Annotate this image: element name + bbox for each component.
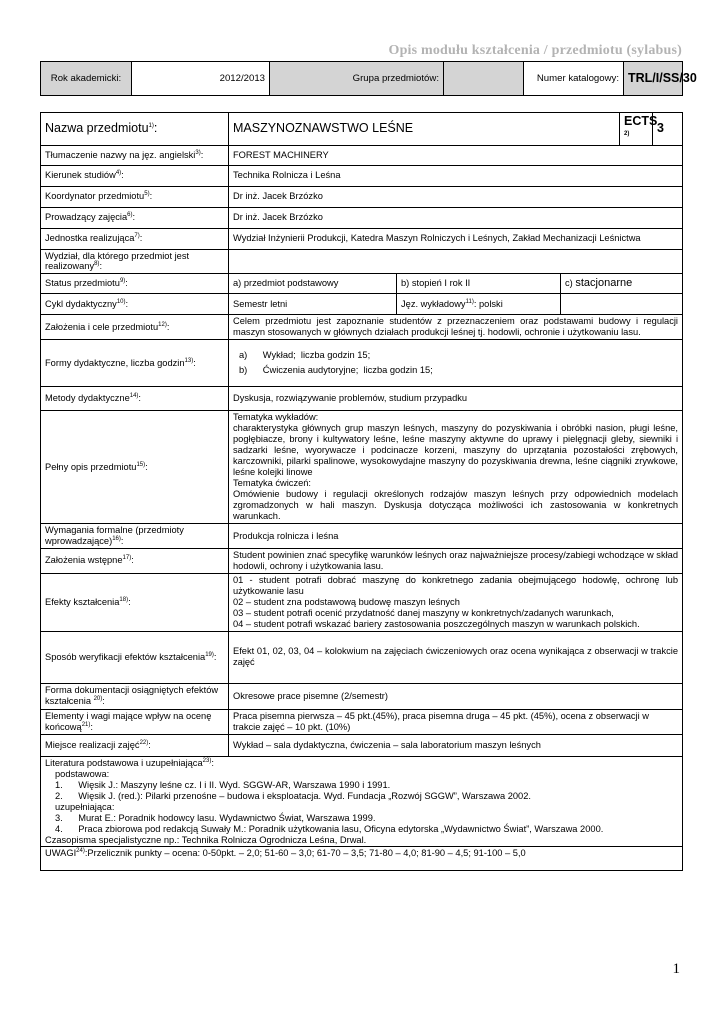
objectives-value: Celem przedmiotu jest zapoznanie studentów z przeznaczeniem oraz podstawami budowy i regulacji maszyn stosowanych w głównych działach produkcji leśnej tj. hodowli, ochronie i użytkowaniu lasu. xyxy=(229,315,683,340)
description-line: Tematyka wykładów: xyxy=(233,412,319,423)
location-value: Wykład – sala dydaktyczna, ćwiczenia – sala laboratorium maszyn leśnych xyxy=(229,734,683,756)
literature-journals: Czasopisma specjalistyczne np.: Technika Rolnicza Ogrodnicza Leśna, Drwal. xyxy=(45,834,367,845)
ects-label: ECTS $^{2)}$ xyxy=(620,113,653,146)
description-line: Tematyka ćwiczeń: xyxy=(233,478,312,489)
language-value: Jęz. wykładowy$^{11)}$: polski xyxy=(397,294,561,315)
top-info-table xyxy=(40,61,697,96)
literature-label: Literatura podstawowa i uzupełniająca$^{23)}$: xyxy=(45,757,214,768)
status-label: Status przedmiotu$^{9)}$: xyxy=(41,274,229,294)
row-faculty xyxy=(41,249,683,274)
methods-label: Metody dydaktyczne$^{14)}$: xyxy=(41,387,229,411)
coordinator-label: Koordynator przedmiotu$^{5)}$: xyxy=(41,186,229,207)
row-cycle xyxy=(41,294,683,315)
academic-year-label: Rok akademicki: xyxy=(41,62,132,96)
documentation-label: Forma dokumentacji osiągniętych efektów kształcenia $^{20)}$: xyxy=(41,683,229,709)
page-number: 1 xyxy=(672,961,680,977)
row-instructor xyxy=(41,207,683,228)
row-coordinator xyxy=(41,186,683,207)
forms-label: Formy dydaktyczne, liczba godzin$^{13)}$: xyxy=(41,340,229,387)
row-methods xyxy=(41,387,683,411)
verification-value: Efekt 01, 02, 03, 04 – kolokwium na zajęciach ćwiczeniowych oraz ocena wynikająca z obserwacji w trakcie zajęć xyxy=(229,631,683,683)
row-unit xyxy=(41,228,683,249)
literature-supplementary-heading: uzupełniająca: xyxy=(55,801,115,812)
notes-value: UWAGI$^{24)}$:Przelicznik punkty – ocena: 0-50pkt. – 2,0; 51-60 – 3,0; 61-70 – 3,5; 71-80 – 4,0; 81-90 – 4,5; 91-100 – 5,0 xyxy=(41,847,683,871)
row-requirements xyxy=(41,524,683,549)
field-of-study-value: Technika Rolnicza i Leśna xyxy=(229,165,683,186)
subject-group-value xyxy=(444,62,524,96)
forms-value xyxy=(229,340,683,387)
requirements-value: Produkcja rolnicza i leśna xyxy=(229,524,683,549)
outcomes-value xyxy=(229,573,683,631)
instructor-value: Dr inż. Jacek Brzózko xyxy=(229,207,683,228)
row-description xyxy=(41,411,683,524)
row-english-name xyxy=(41,145,683,165)
row-weights xyxy=(41,709,683,734)
prerequisites-label: Założenia wstępne$^{17)}$: xyxy=(41,549,229,574)
literature-item: 2. Więsik J. (red.): Pilarki przenośne – budowa i eksploatacja. Wyd. Fundacja „Rozwój SGGW”, Warszawa 2002. xyxy=(55,790,531,801)
english-name-value: FOREST MACHINERY xyxy=(229,145,683,165)
subject-group-label: Grupa przedmiotów: xyxy=(270,62,444,96)
outcome-line: 04 – student potrafi wskazać bariery zastosowania poszczególnych maszyn w warunkach polskich. xyxy=(233,618,640,629)
row-forms xyxy=(41,340,683,387)
forms-item: b) Ćwiczenia audytoryjne; liczba godzin 15; xyxy=(239,365,433,376)
literature-block xyxy=(41,756,683,847)
catalog-number-label: Numer katalogowy: xyxy=(524,62,624,96)
faculty-value xyxy=(229,249,683,274)
literature-basic-heading: podstawowa: xyxy=(55,768,110,779)
cycle-label: Cykl dydaktyczny$^{10)}$: xyxy=(41,294,229,315)
literature-item: 4. Praca zbiorowa pod redakcją Suwały M.: Poradnik użytkowania lasu, Oficyna edytorska „Wydawnictwo Świat”, Warszawa 2000. xyxy=(55,823,604,834)
status-c-value: c) stacjonarne xyxy=(561,274,683,294)
literature-item: 3. Murat E.: Poradnik hodowcy lasu. Wydawnictwo Świat, Warszawa 1999. xyxy=(55,812,376,823)
row-verification xyxy=(41,631,683,683)
outcome-line: 02 – student zna podstawową budowę maszyn leśnych xyxy=(233,596,460,607)
outcome-line: 01 - student potrafi dobrać maszynę do konkretnego zadania obejmującego hodowlę, ochronę lub użytkowanie lasu xyxy=(233,574,679,596)
faculty-label: Wydział, dla którego przedmiot jest realizowany$^{8)}$: xyxy=(41,249,229,274)
location-label: Miejsce realizacji zajęć$^{22)}$: xyxy=(41,734,229,756)
verification-label: Sposób weryfikacji efektów kształcenia$^{19)}$: xyxy=(41,631,229,683)
prerequisites-value: Student powinien znać specyfikę warunków leśnych oraz najważniejsze procesy/zabiegi wchodzące w skład hodowli, ochrony i użytkowania lasu. xyxy=(229,549,683,574)
row-location xyxy=(41,734,683,756)
cycle-value: Semestr letni xyxy=(229,294,397,315)
ects-value: 3 xyxy=(653,113,683,146)
status-b-value: b) stopień I rok II xyxy=(397,274,561,294)
description-label: Pełny opis przedmiotu$^{15)}$: xyxy=(41,411,229,524)
row-objectives xyxy=(41,315,683,340)
cycle-empty xyxy=(561,294,683,315)
instructor-label: Prowadzący zajęcia$^{6)}$: xyxy=(41,207,229,228)
row-prerequisites xyxy=(41,549,683,574)
unit-label: Jednostka realizująca$^{7)}$: xyxy=(41,228,229,249)
subject-name-label: Nazwa przedmiotu$^{1)}$: xyxy=(41,113,229,146)
row-outcomes xyxy=(41,573,683,631)
academic-year-value: 2012/2013 xyxy=(132,62,270,96)
description-value xyxy=(229,411,683,524)
methods-value: Dyskusja, rozwiązywanie problemów, studium przypadku xyxy=(229,387,683,411)
status-a-value: a) przedmiot podstawowy xyxy=(229,274,397,294)
description-line: Omówienie budowy i regulacji określonych rodzajów maszyn leśnych przy odpowiednich modelach zgromadzonych w hali maszyn. Dyskusja dotycząca możliwości ich zastosowania w konkretnych warunkach. xyxy=(233,489,679,522)
objectives-label: Założenia i cele przedmiotu$^{12)}$: xyxy=(41,315,229,340)
catalog-number-value: TRL/I/SS/30 xyxy=(624,62,683,96)
requirements-label: Wymagania formalne (przedmioty wprowadzające)$^{16)}$: xyxy=(41,524,229,549)
coordinator-value: Dr inż. Jacek Brzózko xyxy=(229,186,683,207)
row-subject-name xyxy=(41,113,683,146)
syllabus-table xyxy=(40,112,683,871)
weights-label: Elementy i wagi mające wpływ na ocenę końcową$^{21)}$: xyxy=(41,709,229,734)
row-field-of-study xyxy=(41,165,683,186)
row-literature xyxy=(41,756,683,847)
row-status xyxy=(41,274,683,294)
subject-name-value: MASZYNOZNAWSTWO LEŚNE xyxy=(229,113,620,146)
forms-item: a) Wykład; liczba godzin 15; xyxy=(239,350,371,361)
english-name-label: Tłumaczenie nazwy na jęz. angielski$^{3)}$: xyxy=(41,145,229,165)
documentation-value: Okresowe prace pisemne (2/semestr) xyxy=(229,683,683,709)
row-documentation xyxy=(41,683,683,709)
weights-value: Praca pisemna pierwsza – 45 pkt.(45%), praca pisemna druga – 45 pkt. (45%), ocena z obserwacji w trakcie zajęć – 10 pkt. (10%) xyxy=(229,709,683,734)
unit-value: Wydział Inżynierii Produkcji, Katedra Maszyn Rolniczych i Leśnych, Zakład Mechanizacji Leśnictwa xyxy=(229,228,683,249)
literature-item: 1. Więsik J.: Maszyny leśne cz. I i II. Wyd. SGGW-AR, Warszawa 1990 i 1991. xyxy=(55,779,391,790)
row-notes xyxy=(41,847,683,871)
outcome-line: 03 – student potrafi ocenić przydatność danej maszyny w konkretnych/zadanych warunkach, xyxy=(233,607,614,618)
description-line: charakterystyka głównych grup maszyn leśnych, maszyny do pozyskiwania i obróbki nasion, pługi leśne, pogłębiacze, brony i kultywatory leśne, leśne maszyny aktywne do uprawy i pielęgnacji gleby, siewniki i sadzarki leśne, wyorywacze i podcinacze korzeni, maszyny do uprzątania pozostałości zrębowych, karczowniki, pilarki spalinowe, wysokowydajne maszyny do pozyskiwania drewna, leśne ciągniki zrywkowe, leśne kolejki linowe xyxy=(233,423,679,478)
outcomes-label: Efekty kształcenia$^{18)}$: xyxy=(41,573,229,631)
field-of-study-label: Kierunek studiów$^{4)}$: xyxy=(41,165,229,186)
syllabus-header-title: Opis modułu kształcenia / przedmiotu (sylabus) xyxy=(388,43,682,58)
